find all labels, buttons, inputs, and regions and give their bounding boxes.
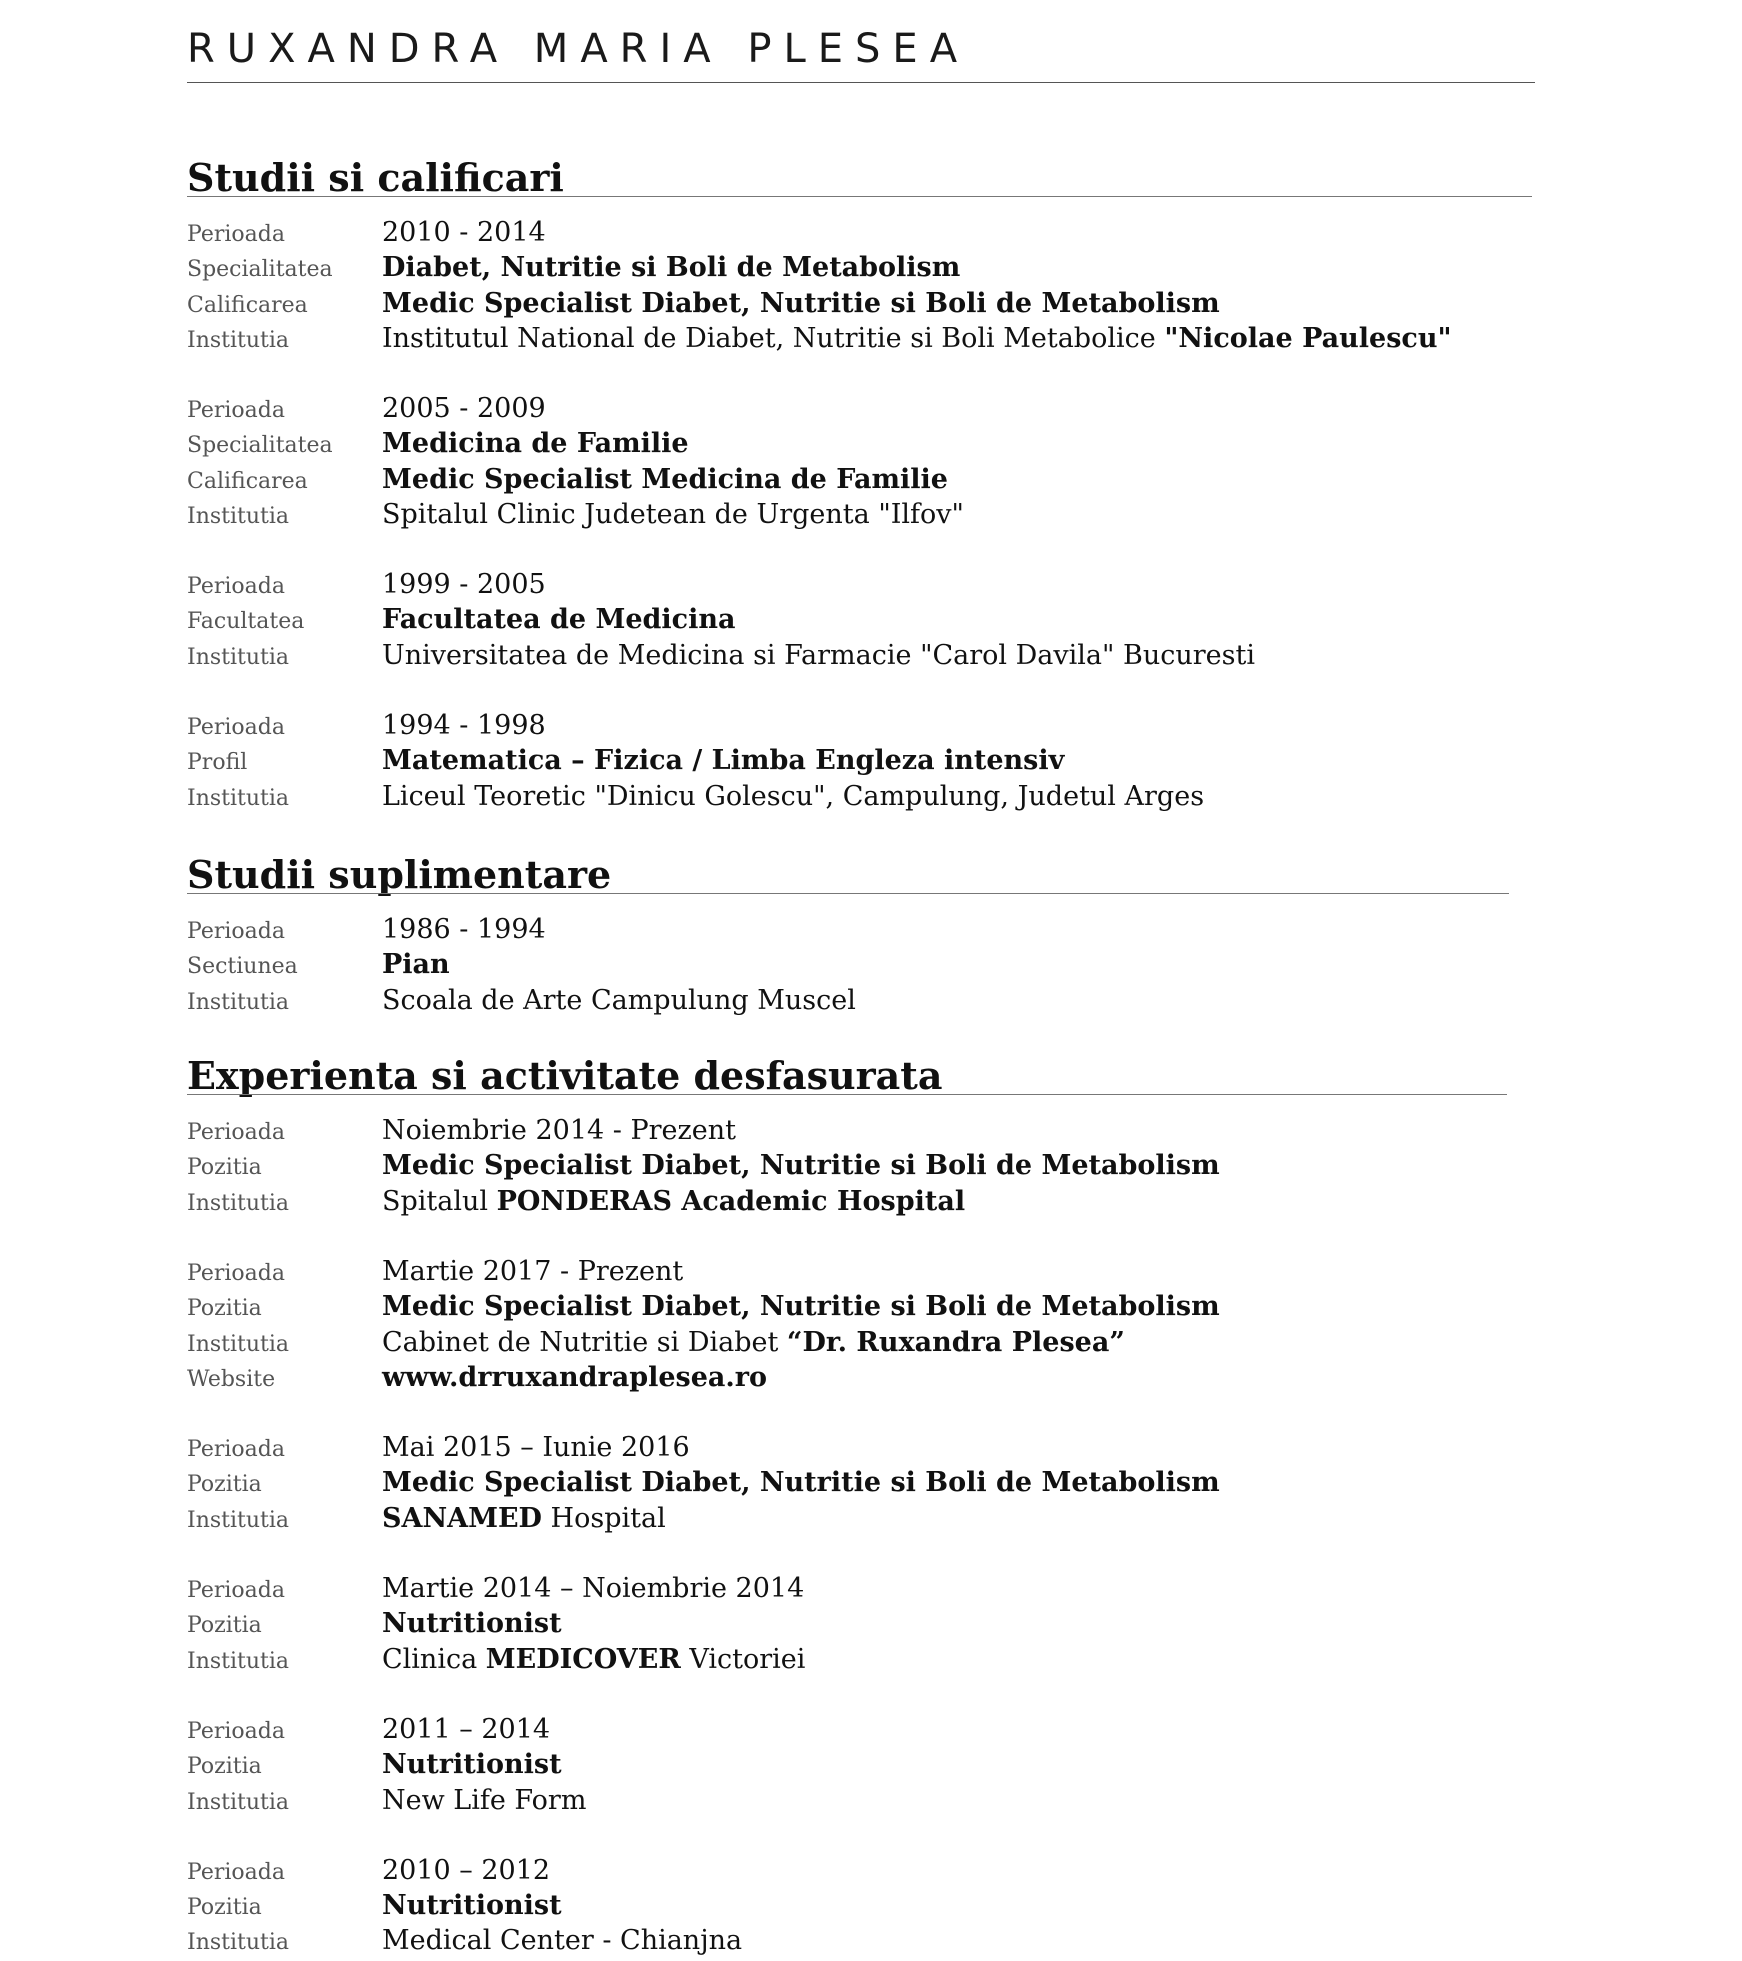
- value-plain: Victoriei: [680, 1643, 806, 1675]
- field-label: Facultatea: [187, 609, 305, 635]
- field-value: Nutritionist: [382, 1749, 562, 1781]
- name-divider: [187, 82, 1535, 83]
- field-label: Perioada: [187, 1120, 285, 1146]
- field-value: Spitalul Clinic Judetean de Urgenta "Ilfov": [382, 498, 964, 530]
- field-value: [382, 1503, 666, 1534]
- field-value: 2005 - 2009: [382, 393, 546, 425]
- field-label: Calificarea: [187, 292, 308, 318]
- field-value: Medicina de Familie: [382, 428, 689, 460]
- value-emphasis: "Nicolae Paulescu": [1164, 322, 1452, 354]
- field-label: Perioada: [187, 1437, 285, 1463]
- field-value: Nutritionist: [382, 1890, 562, 1922]
- field-label: Pozitia: [187, 1472, 262, 1498]
- field-label: Perioada: [187, 1719, 285, 1745]
- field-value: Martie 2014 – Noiembrie 2014: [382, 1573, 805, 1605]
- field-value: Liceul Teoretic "Dinicu Golescu", Campulung, Judetul Arges: [382, 780, 1205, 812]
- field-value: Diabet, Nutritie si Boli de Metabolism: [382, 252, 961, 284]
- field-label: Perioada: [187, 1578, 285, 1604]
- field-value: Mai 2015 – Iunie 2016: [382, 1432, 690, 1464]
- field-label: Institutia: [187, 1930, 290, 1956]
- field-value: 2011 – 2014: [382, 1714, 551, 1746]
- value-plain: Institutul National de Diabet, Nutritie si Boli Metabolice: [382, 322, 1165, 354]
- field-value: 2010 – 2012: [382, 1855, 551, 1887]
- field-value: Medic Specialist Diabet, Nutritie si Boli de Metabolism: [382, 287, 1220, 319]
- value-emphasis: SANAMED: [382, 1502, 542, 1534]
- section-divider-experience: [187, 1094, 1507, 1095]
- field-value: Universitatea de Medicina si Farmacie "Carol Davila" Bucuresti: [382, 639, 1255, 671]
- field-value: Martie 2017 - Prezent: [382, 1256, 684, 1288]
- field-value: Medic Specialist Diabet, Nutritie si Boli de Metabolism: [382, 1291, 1220, 1323]
- value-emphasis: MEDICOVER: [485, 1643, 681, 1675]
- person-name: RUXANDRA MARIA PLESEA: [187, 26, 970, 72]
- field-label: Institutia: [187, 1789, 290, 1815]
- field-label: Perioada: [187, 398, 285, 424]
- field-value: 1994 - 1998: [382, 710, 546, 742]
- field-label: Website: [187, 1366, 276, 1392]
- field-value: [382, 1327, 1125, 1358]
- field-label: Pozitia: [187, 1613, 262, 1639]
- field-label: Perioada: [187, 574, 285, 600]
- field-label: Pozitia: [187, 1296, 262, 1322]
- field-value: 2010 - 2014: [382, 217, 546, 249]
- field-value: Matematica – Fizica / Limba Engleza intensiv: [382, 745, 1065, 777]
- field-label: Profil: [187, 750, 248, 776]
- field-label: Perioada: [187, 919, 285, 945]
- field-label: Institutia: [187, 1190, 290, 1216]
- value-emphasis: “Dr. Ruxandra Plesea”: [786, 1326, 1125, 1358]
- section-title-extra: Studii suplimentare: [187, 852, 612, 897]
- field-value: Noiembrie 2014 - Prezent: [382, 1115, 736, 1147]
- field-label: Institutia: [187, 644, 290, 670]
- field-value: [382, 1186, 965, 1217]
- field-value: Pian: [382, 949, 450, 981]
- section-title-studies: Studii si calificari: [187, 155, 564, 200]
- field-value: Medic Specialist Medicina de Familie: [382, 463, 948, 495]
- field-label: Institutia: [187, 785, 290, 811]
- field-value: [382, 1644, 805, 1675]
- field-value: 1986 - 1994: [382, 914, 546, 946]
- value-plain: Spitalul: [382, 1185, 497, 1217]
- field-value: New Life Form: [382, 1784, 587, 1816]
- field-label: Institutia: [187, 503, 290, 529]
- field-label: Specialitatea: [187, 433, 333, 459]
- field-value: Scoala de Arte Campulung Muscel: [382, 984, 856, 1016]
- field-label: Pozitia: [187, 1754, 262, 1780]
- field-label: Perioada: [187, 222, 285, 248]
- field-value: [382, 323, 1452, 354]
- field-label: Perioada: [187, 715, 285, 741]
- section-title-experience: Experienta si activitate desfasurata: [187, 1053, 943, 1098]
- field-label: Perioada: [187, 1261, 285, 1287]
- field-value: Medical Center - Chianjna: [382, 1925, 743, 1957]
- value-plain: Hospital: [541, 1502, 666, 1534]
- field-value: Medic Specialist Diabet, Nutritie si Boli de Metabolism: [382, 1150, 1220, 1182]
- field-label: Institutia: [187, 989, 290, 1015]
- field-label: Perioada: [187, 1860, 285, 1886]
- field-label: Institutia: [187, 1331, 290, 1357]
- field-label: Institutia: [187, 1507, 290, 1533]
- field-label: Pozitia: [187, 1155, 262, 1181]
- value-emphasis: PONDERAS Academic Hospital: [496, 1185, 966, 1217]
- field-label: Sectiunea: [187, 954, 298, 980]
- field-label: Specialitatea: [187, 257, 333, 283]
- value-plain: Clinica: [382, 1643, 486, 1675]
- field-label: Institutia: [187, 1648, 290, 1674]
- section-divider-studies: [187, 196, 1532, 197]
- field-label: Institutia: [187, 327, 290, 353]
- value-plain: Cabinet de Nutritie si Diabet: [382, 1326, 787, 1358]
- field-label: Calificarea: [187, 468, 308, 494]
- website-link[interactable]: www.drruxandraplesea.ro: [382, 1361, 768, 1393]
- field-value: Nutritionist: [382, 1608, 562, 1640]
- field-value: Facultatea de Medicina: [382, 604, 736, 636]
- section-divider-extra: [187, 893, 1509, 894]
- field-label: Pozitia: [187, 1895, 262, 1921]
- field-value: 1999 - 2005: [382, 569, 546, 601]
- field-value: Medic Specialist Diabet, Nutritie si Boli de Metabolism: [382, 1467, 1220, 1499]
